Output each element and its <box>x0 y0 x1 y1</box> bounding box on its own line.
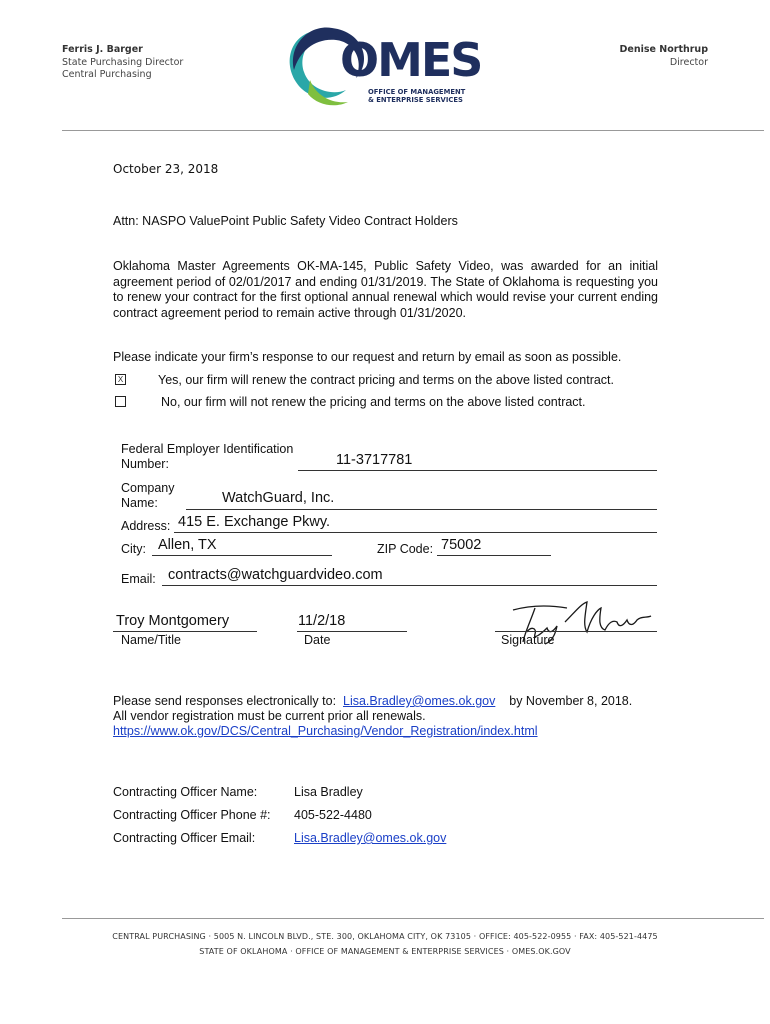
company-label: Company Name: <box>121 481 175 510</box>
officer-email-label: Contracting Officer Email: <box>113 831 256 845</box>
renew-yes-label: Yes, our firm will renew the contract pricing and terms on the above listed contract. <box>158 373 615 387</box>
letter-date: October 23, 2018 <box>113 162 219 176</box>
director-name: Denise Northrup <box>619 44 708 55</box>
signature-underline <box>495 631 657 632</box>
registration-note: All vendor registration must be current prior all renewals. <box>113 709 426 723</box>
officer-phone-label: Contracting Officer Phone #: <box>113 808 271 822</box>
sender-title: State Purchasing Director <box>62 56 184 68</box>
email-label: Email: <box>121 572 156 586</box>
logo-subtitle-1: OFFICE OF MANAGEMENT <box>368 88 466 96</box>
send-prefix: Please send responses electronically to: <box>113 694 337 708</box>
fein-underline <box>298 470 657 471</box>
send-deadline: by November 8, 2018. <box>509 694 633 708</box>
city-label: City: <box>121 542 146 556</box>
officer-email-link[interactable]: Lisa.Bradley@omes.ok.gov <box>294 831 447 845</box>
sender-name: Ferris J. Barger <box>62 44 143 55</box>
fein-value[interactable]: 11-3717781 <box>336 452 413 468</box>
response-request: Please indicate your firm’s response to our request and return by email as soon as possible. <box>113 350 622 364</box>
officer-name-label: Contracting Officer Name: <box>113 785 258 799</box>
header-divider <box>62 130 764 131</box>
logo-wordmark: OMES <box>340 33 482 87</box>
company-value[interactable]: WatchGuard, Inc. <box>222 490 335 506</box>
director-block <box>620 44 708 69</box>
address-label: Address: <box>121 519 171 533</box>
sender-block <box>62 44 183 82</box>
zip-value[interactable]: 75002 <box>441 537 482 553</box>
zip-underline <box>437 555 551 556</box>
body-paragraph: Oklahoma Master Agreements OK-MA-145, Public Safety Video, was awarded for an initial agreement period of 02/01/2017 and ending 01/31/2019. The State of Oklahoma is requesting you to renew your contract for the first optional annual renewal which would revise your current ending contract agreement period to remain active through 01/31/2020. <box>113 259 658 320</box>
signature-label: Signature <box>501 633 555 647</box>
renew-no-checkbox[interactable] <box>115 396 126 407</box>
address-underline <box>174 532 657 533</box>
sender-department: Central Purchasing <box>62 69 152 80</box>
email-value[interactable]: contracts@watchguardvideo.com <box>168 567 383 583</box>
officer-phone-value: 405-522-4480 <box>294 808 372 822</box>
company-underline <box>186 509 657 510</box>
attention-line: Attn: NASPO ValuePoint Public Safety Video Contract Holders <box>113 214 458 228</box>
signer-name-value[interactable]: Troy Montgomery <box>116 613 230 629</box>
fein-label: Federal Employer Identification Number: <box>121 442 294 471</box>
officer-name-value: Lisa Bradley <box>294 785 363 799</box>
director-title: Director <box>669 56 708 68</box>
footer-divider <box>62 918 764 919</box>
footer-agency: STATE OF OKLAHOMA · OFFICE OF MANAGEMENT & ENTERPRISE SERVICES · OMES.OK.GOV <box>199 947 571 956</box>
renew-yes-checkbox[interactable]: X <box>115 374 126 385</box>
date-underline <box>297 631 407 632</box>
signed-date-value[interactable]: 11/2/18 <box>298 613 346 629</box>
zip-label: ZIP Code: <box>377 542 434 556</box>
date-label: Date <box>304 633 331 647</box>
instructions-block <box>113 694 632 739</box>
email-underline <box>162 585 657 586</box>
logo-subtitle-2: & ENTERPRISE SERVICES <box>368 96 463 104</box>
footer-address: CENTRAL PURCHASING · 5005 N. LINCOLN BLVD., STE. 300, OKLAHOMA CITY, OK 73105 · OFFICE: 405-522-0955 · FAX: 405-521-4475 <box>112 932 658 941</box>
name-underline <box>113 631 257 632</box>
renew-no-label: No, our firm will not renew the pricing and terms on the above listed contract. <box>161 395 586 409</box>
city-value[interactable]: Allen, TX <box>158 537 217 553</box>
send-email-link[interactable]: Lisa.Bradley@omes.ok.gov <box>343 694 496 708</box>
registration-link[interactable]: https://www.ok.gov/DCS/Central_Purchasing/Vendor_Registration/index.html <box>113 724 538 738</box>
omes-logo <box>280 20 490 110</box>
name-title-label: Name/Title <box>121 633 181 647</box>
address-value[interactable]: 415 E. Exchange Pkwy. <box>178 514 331 530</box>
city-underline <box>152 555 332 556</box>
